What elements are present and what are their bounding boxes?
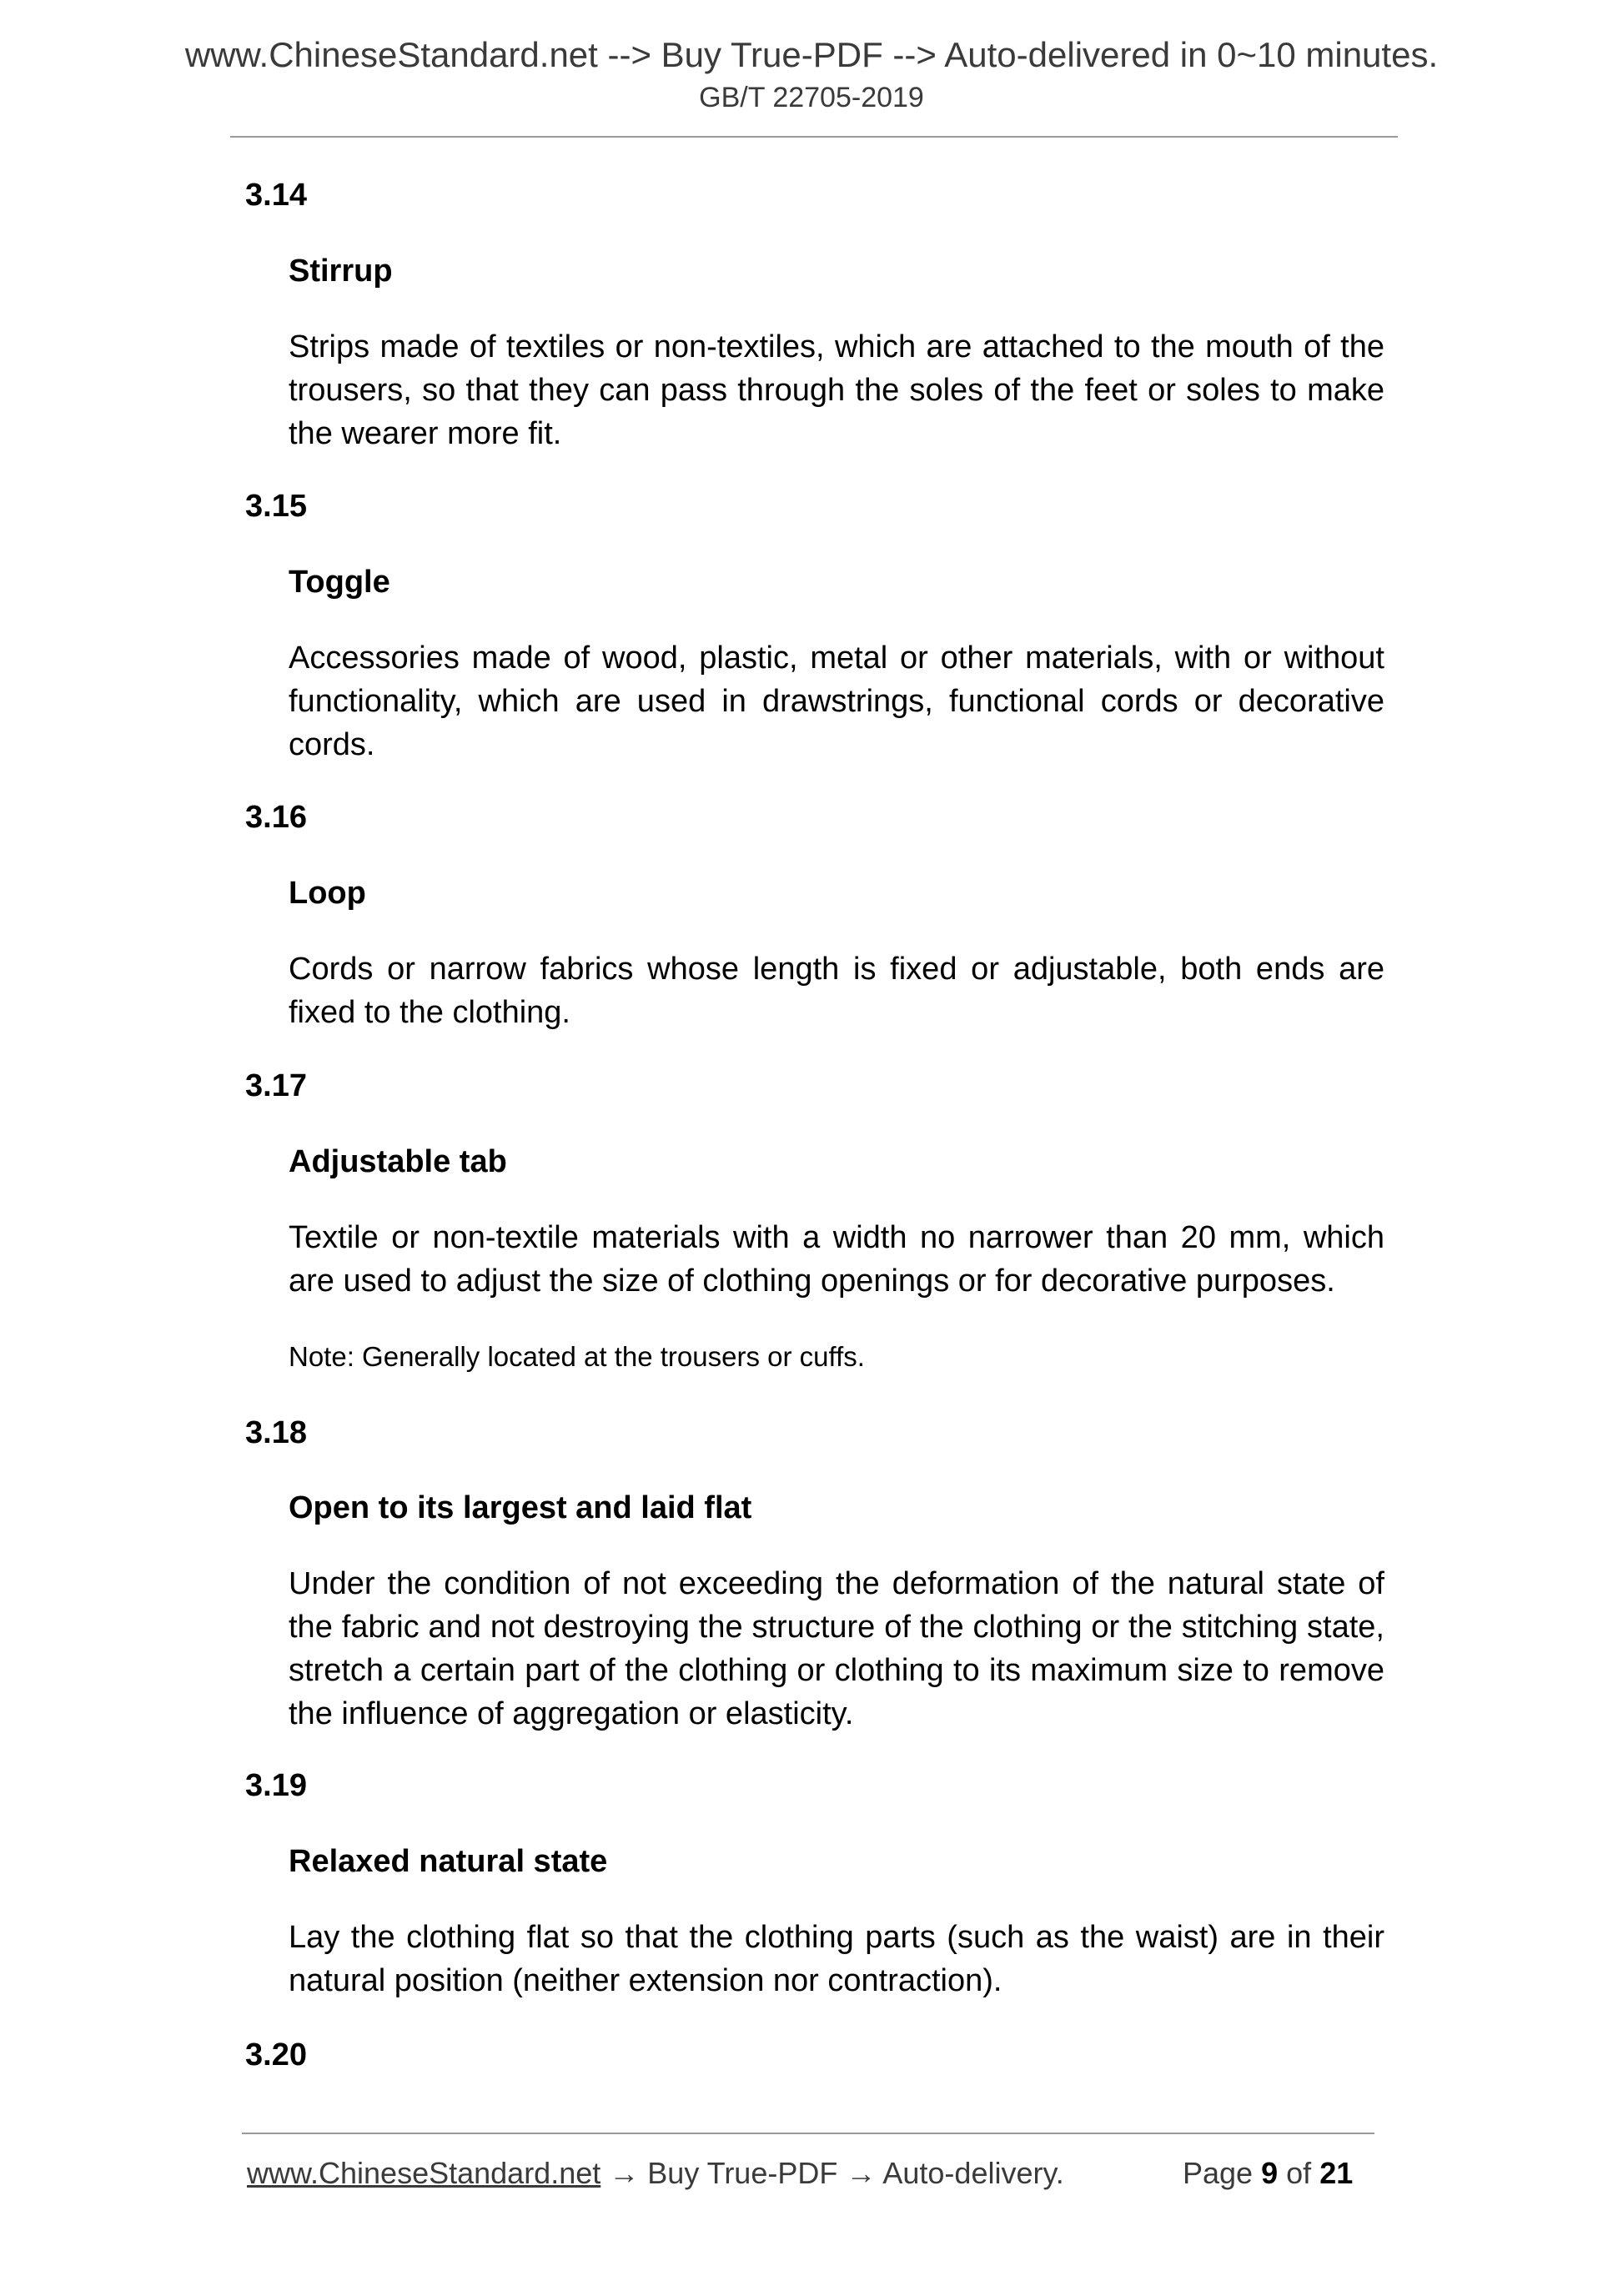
section-number-3-14: 3.14 [245, 178, 307, 213]
definition-adjustable-tab: Textile or non-textile materials with a width no narrower than 20 mm, which are used to adjust the size of clothing openings or for decorative purposes. [289, 1220, 1384, 1299]
section-number-3-15: 3.15 [245, 489, 307, 524]
term-open-to-largest: Open to its largest and laid flat [289, 1490, 752, 1525]
term-loop: Loop [289, 876, 366, 911]
section-number-3-19: 3.19 [245, 1768, 307, 1803]
term-relaxed-natural-state: Relaxed natural state [289, 1844, 608, 1879]
section-number-3-18: 3.18 [245, 1415, 307, 1450]
definition-stirrup: Strips made of textiles or non-textiles, which are attached to the mouth of the trousers, so that they can pass through the soles of the feet or soles to make the wearer more fit. [289, 329, 1384, 451]
definition-toggle: Accessories made of wood, plastic, metal or other materials, with or without functionality, which are used in drawstrings, functional cords or decorative cords. [289, 641, 1384, 762]
header-banner: www.ChineseStandard.net --> Buy True-PDF --> Auto-delivered in 0~10 minutes. [184, 35, 1439, 74]
note-adjustable-tab: Note: Generally located at the trousers or cuffs. [289, 1341, 865, 1372]
definition-relaxed-natural-state: Lay the clothing flat so that the clothing parts (such as the waist) are in their natural position (neither extension nor contraction). [289, 1920, 1384, 1998]
section-number-3-20: 3.20 [245, 2037, 307, 2072]
section-number-3-16: 3.16 [245, 800, 307, 835]
header-divider [230, 136, 1398, 138]
footer-divider [242, 2133, 1374, 2134]
page-current: 9 [1261, 2156, 1279, 2190]
page-word: Page [1183, 2156, 1254, 2190]
term-toggle: Toggle [289, 565, 390, 600]
buy-label: Buy True-PDF [647, 2156, 838, 2190]
section-number-3-17: 3.17 [245, 1068, 307, 1103]
term-stirrup: Stirrup [289, 254, 393, 289]
definition-loop: Cords or narrow fabrics whose length is fixed or adjustable, both ends are fixed to the clothing. [289, 952, 1384, 1030]
definition-open-to-largest: Under the condition of not exceeding the deformation of the natural state of the fabric and not destroying the structure of the clothing or the stitching state, stretch a certain part of the clothing or clothing to its maximum size to remove the influence of aggregation or elasticity. [289, 1566, 1384, 1731]
site-link[interactable]: www.ChineseStandard.net [247, 2156, 601, 2190]
standard-id: GB/T 22705-2019 [699, 82, 924, 113]
delivery-label: Auto-delivery. [882, 2156, 1064, 2190]
arrow-icon: → [609, 2156, 640, 2190]
footer-left [247, 2156, 1064, 2191]
arrow-icon: → [846, 2156, 877, 2190]
term-adjustable-tab: Adjustable tab [289, 1144, 507, 1179]
page-total: 21 [1319, 2156, 1354, 2190]
of-word: of [1286, 2156, 1312, 2190]
page-indicator [1183, 2156, 1353, 2191]
